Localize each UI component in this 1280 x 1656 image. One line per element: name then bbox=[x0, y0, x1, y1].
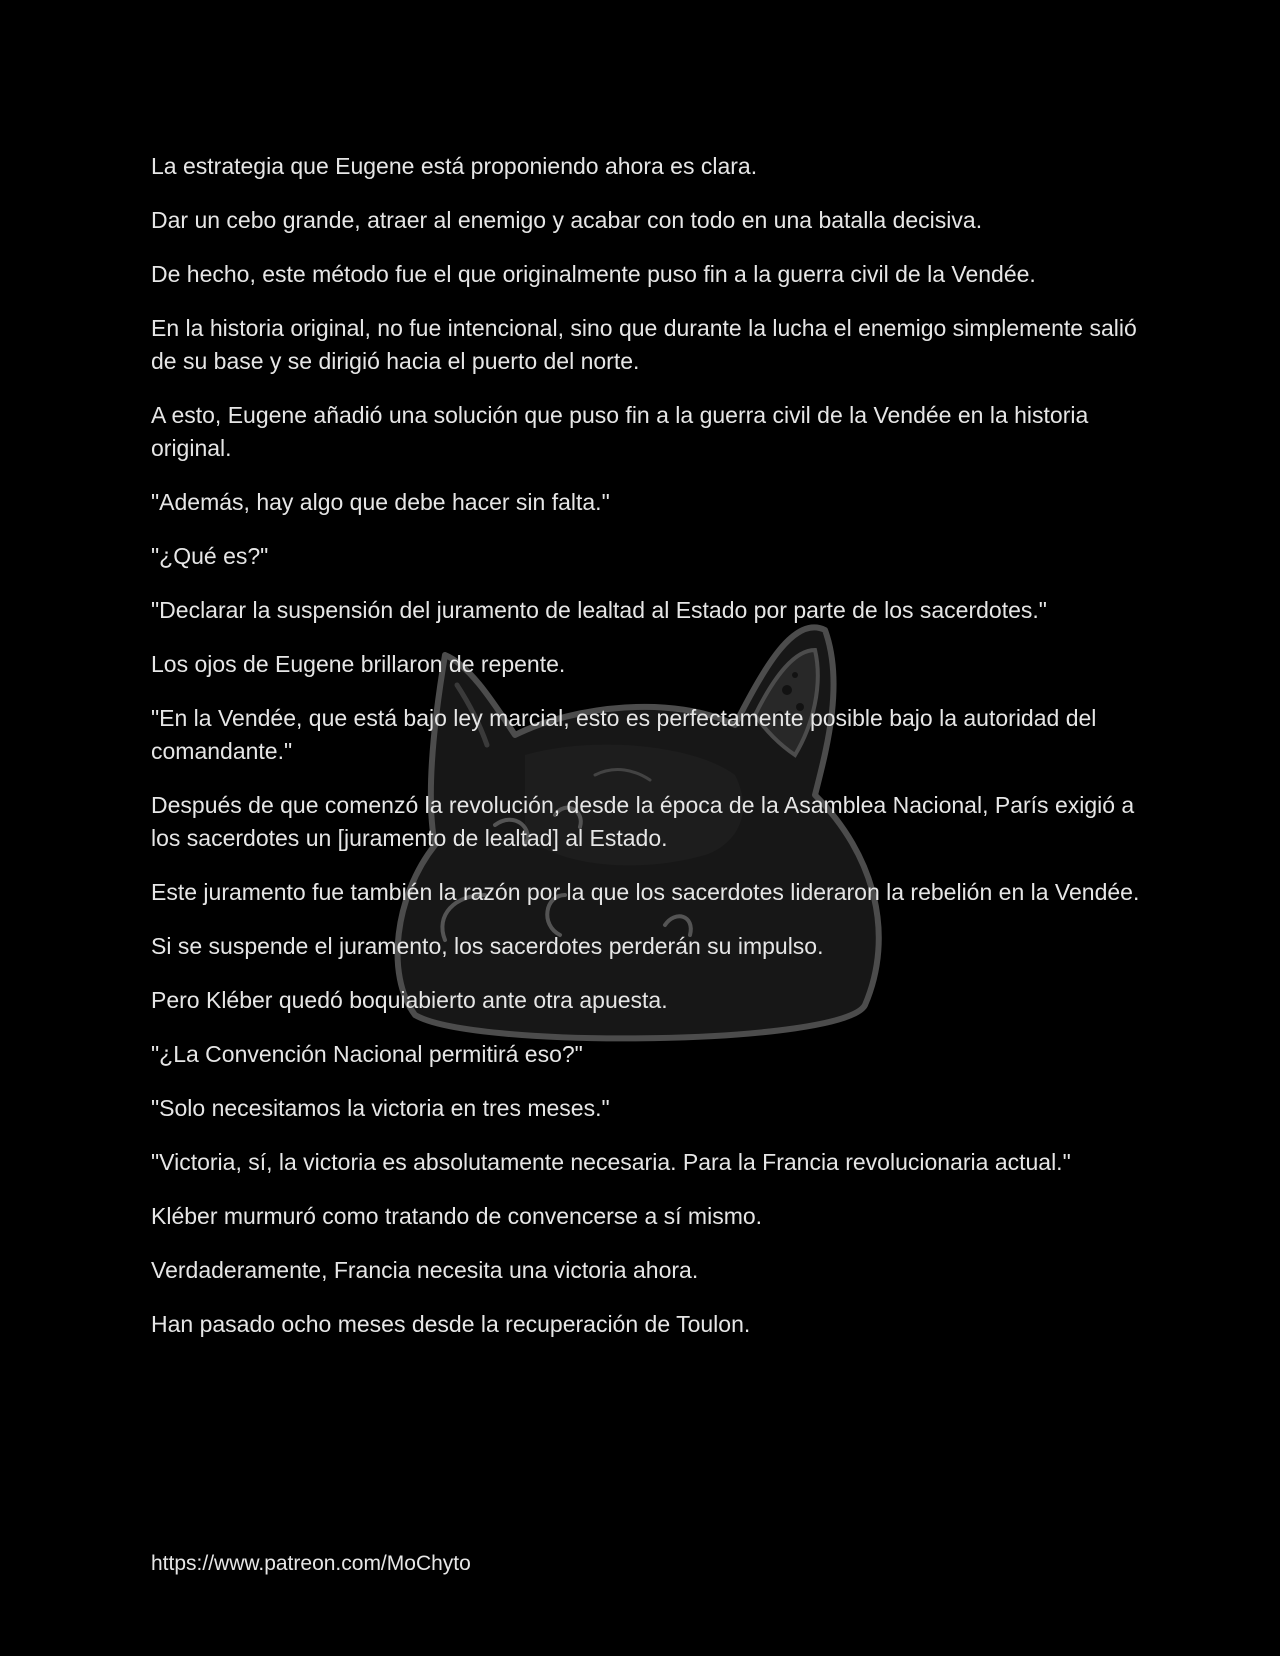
paragraph: "Además, hay algo que debe hacer sin falta." bbox=[151, 489, 610, 515]
paragraph: "Victoria, sí, la victoria es absolutamente necesaria. Para la Francia revolucionaria actual." bbox=[151, 1149, 1071, 1175]
paragraph: La estrategia que Eugene está proponiendo ahora es clara. bbox=[151, 153, 758, 179]
paragraph: Dar un cebo grande, atraer al enemigo y acabar con todo en una batalla decisiva. bbox=[151, 207, 983, 233]
paragraph: Kléber murmuró como tratando de convencerse a sí mismo. bbox=[151, 1203, 763, 1229]
paragraph: "¿La Convención Nacional permitirá eso?" bbox=[151, 1041, 583, 1067]
paragraph: Después de que comenzó la revolución, desde la época de la Asamblea Nacional, París exigió a los sacerdotes un [juramento de lealtad] al Estado. bbox=[151, 792, 1135, 851]
paragraph: "En la Vendée, que está bajo ley marcial, esto es perfectamente posible bajo la autoridad del comandante." bbox=[151, 705, 1097, 764]
paragraph: Si se suspende el juramento, los sacerdotes perderán su impulso. bbox=[151, 933, 824, 959]
paragraph: Han pasado ocho meses desde la recuperación de Toulon. bbox=[151, 1311, 751, 1337]
paragraph: Pero Kléber quedó boquiabierto ante otra apuesta. bbox=[151, 987, 668, 1013]
paragraph: "¿Qué es?" bbox=[151, 543, 269, 569]
patreon-link[interactable]: https://www.patreon.com/MoChyto bbox=[151, 1552, 471, 1575]
paragraph: A esto, Eugene añadió una solución que puso fin a la guerra civil de la Vendée en la historia original. bbox=[151, 402, 1089, 461]
paragraph: En la historia original, no fue intencional, sino que durante la lucha el enemigo simplemente salió de su base y se dirigió hacia el puerto del norte. bbox=[151, 315, 1137, 374]
paragraph: "Declarar la suspensión del juramento de lealtad al Estado por parte de los sacerdotes." bbox=[151, 597, 1047, 623]
body-text bbox=[151, 150, 1141, 1362]
paragraph: De hecho, este método fue el que originalmente puso fin a la guerra civil de la Vendée. bbox=[151, 261, 1036, 287]
paragraph: Verdaderamente, Francia necesita una victoria ahora. bbox=[151, 1257, 699, 1283]
paragraph: "Solo necesitamos la victoria en tres meses." bbox=[151, 1095, 610, 1121]
paragraph: Los ojos de Eugene brillaron de repente. bbox=[151, 651, 566, 677]
paragraph: Este juramento fue también la razón por la que los sacerdotes lideraron la rebelión en la Vendée. bbox=[151, 879, 1140, 905]
